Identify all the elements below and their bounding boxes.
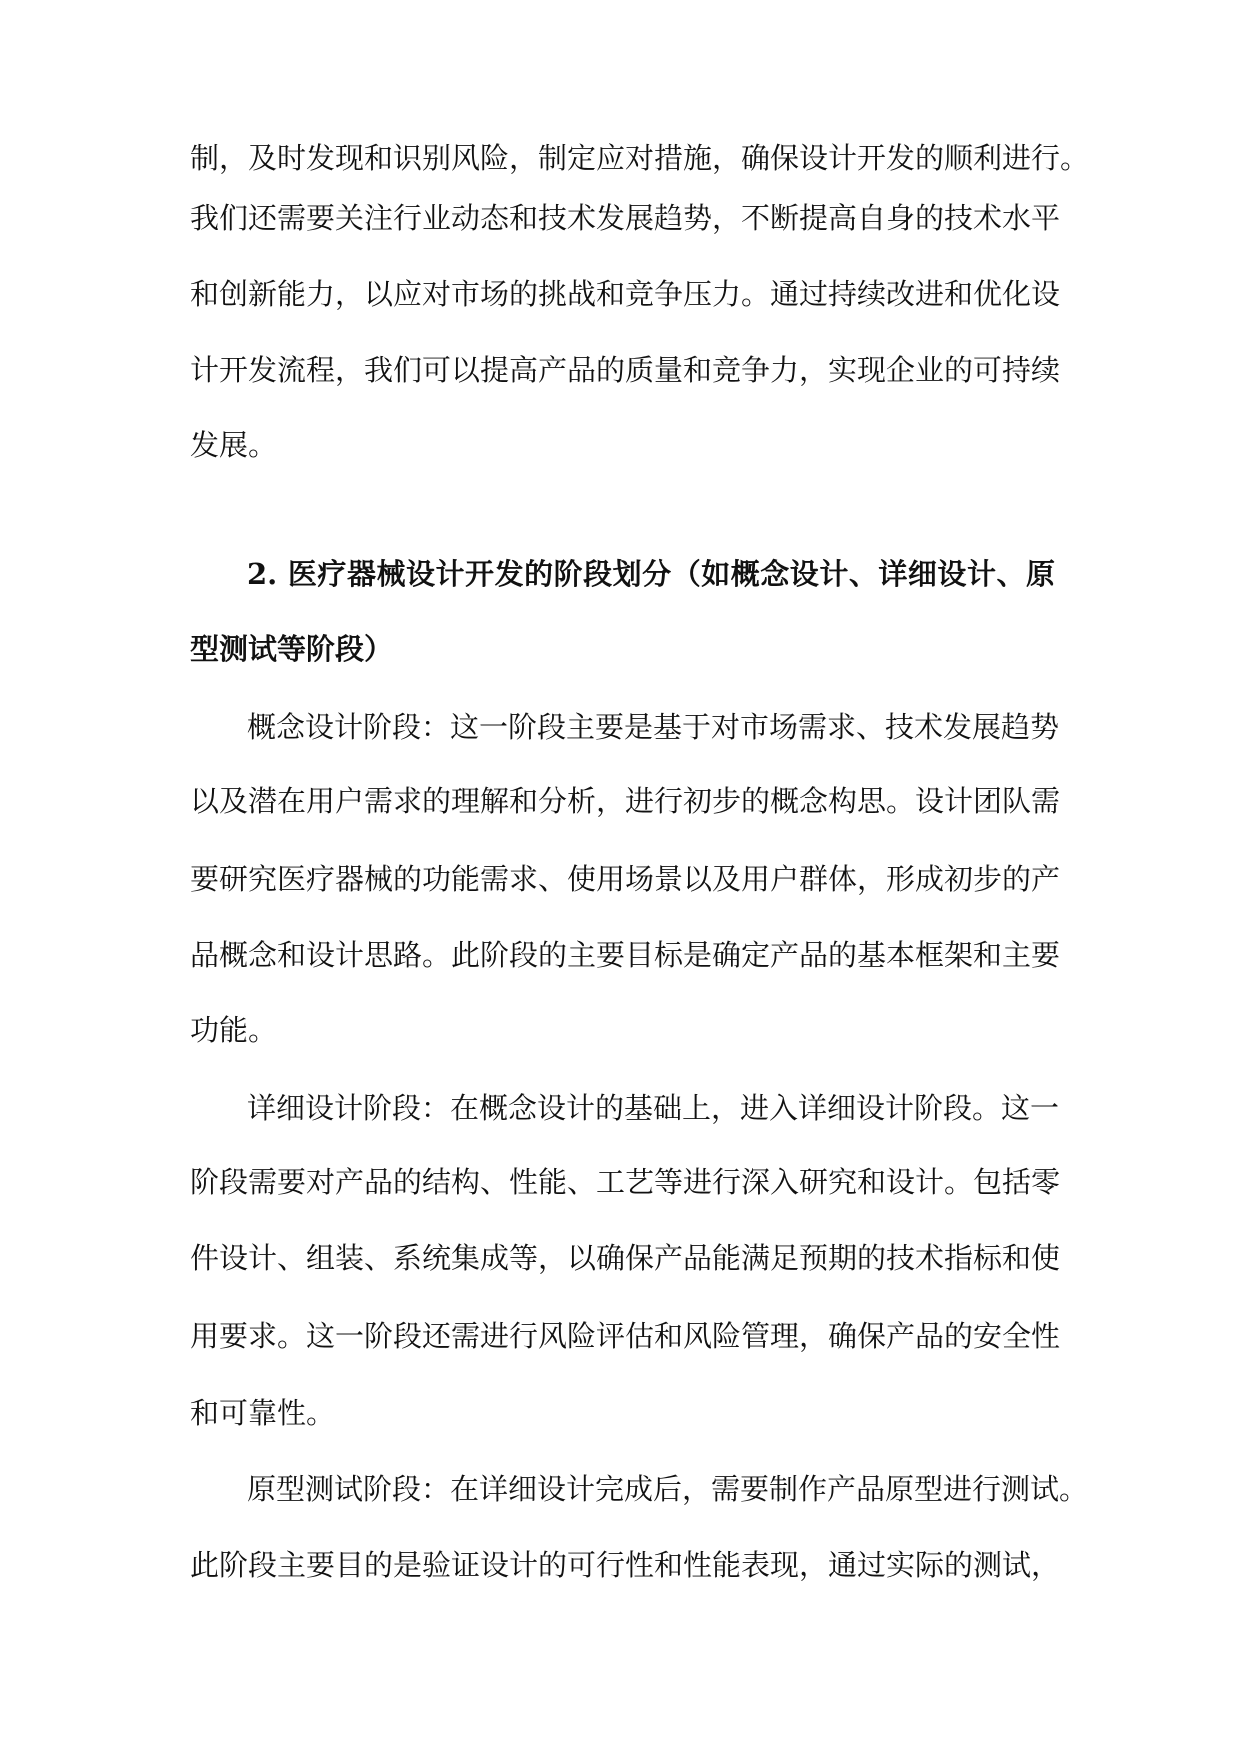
paragraph-line: 我们还需要关注行业动态和技术发展趋势，不断提高自身的技术水平 bbox=[190, 201, 1061, 235]
section-heading: 2. 医疗器械设计开发的阶段划分（如概念设计、详细设计、原 bbox=[247, 557, 1055, 591]
paragraph-line: 以及潜在用户需求的理解和分析，进行初步的概念构思。设计团队需 bbox=[190, 784, 1061, 818]
paragraph-line: 原型测试阶段：在详细设计完成后，需要制作产品原型进行测试。 bbox=[247, 1472, 1089, 1506]
paragraph-line: 此阶段主要目的是验证设计的可行性和性能表现，通过实际的测试， bbox=[190, 1548, 1061, 1582]
paragraph-line: 件设计、组装、系统集成等，以确保产品能满足预期的技术指标和使 bbox=[190, 1241, 1061, 1275]
paragraph-line: 和创新能力，以应对市场的挑战和竞争压力。通过持续改进和优化设 bbox=[190, 277, 1061, 311]
paragraph-line: 品概念和设计思路。此阶段的主要目标是确定产品的基本框架和主要 bbox=[190, 938, 1061, 972]
paragraph-line: 详细设计阶段：在概念设计的基础上，进入详细设计阶段。这一 bbox=[247, 1091, 1060, 1125]
paragraph-line: 和可靠性。 bbox=[190, 1396, 336, 1430]
paragraph-line: 计开发流程，我们可以提高产品的质量和竞争力，实现企业的可持续 bbox=[190, 353, 1061, 387]
paragraph-line: 阶段需要对产品的结构、性能、工艺等进行深入研究和设计。包括零 bbox=[190, 1165, 1061, 1199]
section-heading-continued: 型测试等阶段） bbox=[190, 632, 394, 666]
paragraph-line: 功能。 bbox=[190, 1013, 278, 1047]
paragraph-line: 发展。 bbox=[190, 428, 278, 462]
paragraph-line: 制，及时发现和识别风险，制定应对措施，确保设计开发的顺利进行。 bbox=[190, 141, 1090, 175]
paragraph-line: 要研究医疗器械的功能需求、使用场景以及用户群体，形成初步的产 bbox=[190, 862, 1061, 896]
paragraph-line: 用要求。这一阶段还需进行风险评估和风险管理，确保产品的安全性 bbox=[190, 1319, 1061, 1353]
paragraph-line: 概念设计阶段：这一阶段主要是基于对市场需求、技术发展趋势 bbox=[247, 710, 1060, 744]
